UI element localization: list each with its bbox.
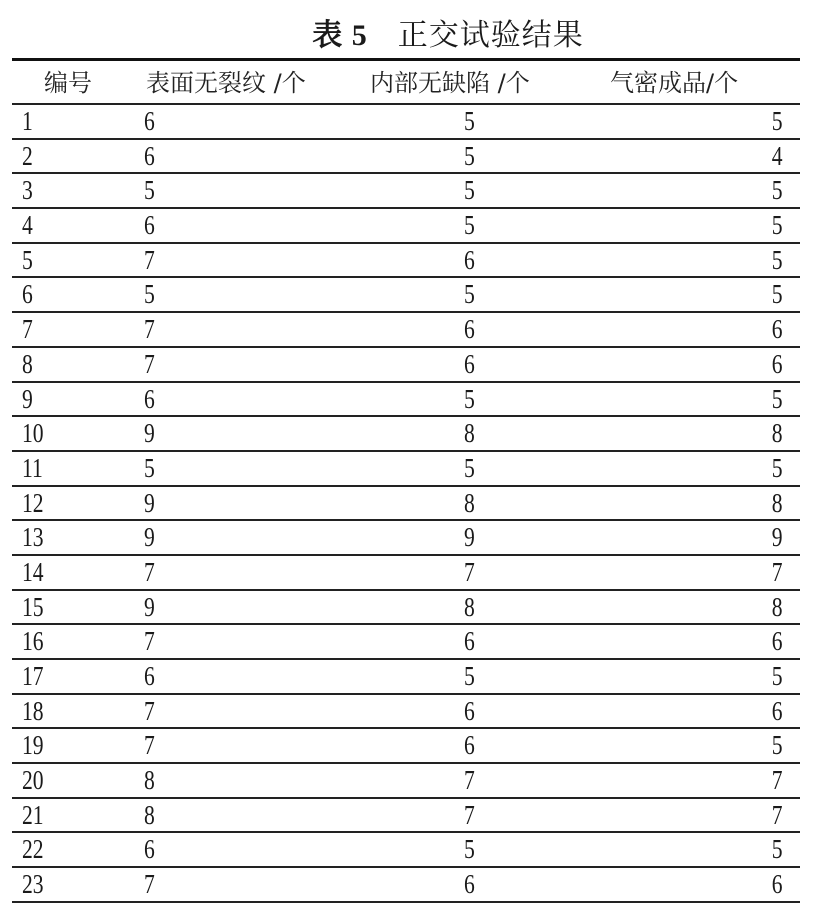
cell-surface-no-crack (144, 417, 158, 449)
table-number: 表 5 (312, 19, 368, 52)
cell-internal-no-defect (464, 417, 478, 449)
cell-surface-no-crack-value: 6 (144, 106, 155, 136)
table-title (0, 10, 816, 54)
table-header (12, 61, 800, 105)
cell-internal-no-defect-value: 5 (464, 140, 475, 171)
cell-surface-no-crack (144, 591, 158, 623)
cell-surface-no-crack-value: 6 (144, 210, 155, 241)
cell-airtight-product (769, 695, 783, 727)
cell-surface-no-crack-value: 7 (144, 730, 155, 761)
cell-airtight-product-value: 5 (771, 661, 782, 691)
results-table (12, 58, 800, 903)
cell-id-value: 6 (22, 279, 33, 310)
cell-internal-no-defect-value: 5 (464, 452, 475, 483)
cell-airtight-product (769, 487, 783, 519)
cell-airtight-product (769, 209, 783, 241)
cell-airtight-product (769, 452, 783, 484)
cell-airtight-product-value: 9 (771, 522, 782, 553)
cell-airtight-product-value: 5 (771, 452, 782, 483)
cell-internal-no-defect (464, 487, 478, 519)
cell-internal-no-defect (464, 105, 478, 137)
table-row (12, 209, 800, 244)
cell-id (22, 868, 49, 900)
cell-airtight-product-value: 6 (771, 695, 782, 726)
cell-airtight-product (769, 244, 783, 276)
cell-airtight-product (769, 417, 783, 449)
cell-id (22, 140, 36, 172)
cell-internal-no-defect (464, 591, 478, 623)
cell-surface-no-crack (144, 729, 158, 761)
cell-surface-no-crack-value: 7 (144, 348, 155, 379)
cell-id-value: 11 (22, 452, 43, 483)
cell-internal-no-defect (464, 764, 478, 796)
cell-internal-no-defect-value: 5 (464, 279, 475, 310)
cell-surface-no-crack-value: 6 (144, 661, 155, 691)
cell-airtight-product (769, 383, 783, 415)
cell-airtight-product (769, 729, 783, 761)
cell-surface-no-crack-value: 6 (144, 834, 155, 865)
cell-id (22, 383, 36, 415)
cell-id (22, 695, 49, 727)
cell-airtight-product-value: 6 (771, 314, 782, 345)
table-row (12, 174, 800, 209)
table-row (12, 452, 800, 487)
cell-surface-no-crack-value: 7 (144, 556, 155, 587)
cell-internal-no-defect-value: 7 (464, 799, 475, 830)
cell-id (22, 591, 49, 623)
cell-airtight-product-value: 7 (771, 556, 782, 587)
cell-internal-no-defect-value: 6 (464, 869, 475, 900)
header-internal-no-defect: 内部无缺陷 /个 (370, 69, 530, 97)
cell-surface-no-crack (144, 140, 158, 172)
cell-surface-no-crack-value: 7 (144, 626, 155, 657)
cell-surface-no-crack (144, 487, 158, 519)
cell-airtight-product-value: 5 (771, 175, 782, 206)
cell-airtight-product-value: 6 (771, 348, 782, 379)
cell-internal-no-defect-value: 6 (464, 695, 475, 726)
table-row (12, 591, 800, 626)
cell-id-value: 4 (22, 210, 33, 241)
cell-internal-no-defect-value: 9 (464, 522, 475, 553)
cell-surface-no-crack-value: 6 (144, 140, 155, 171)
cell-surface-no-crack-value: 7 (144, 695, 155, 726)
table-row (12, 660, 800, 695)
cell-internal-no-defect-value: 5 (464, 383, 475, 414)
cell-surface-no-crack (144, 244, 158, 276)
table-row (12, 799, 800, 834)
cell-surface-no-crack (144, 660, 158, 692)
cell-internal-no-defect-value: 5 (464, 834, 475, 865)
cell-airtight-product (769, 833, 783, 865)
cell-id (22, 556, 49, 588)
cell-id-value: 16 (22, 626, 44, 657)
header-surface-no-crack: 表面无裂纹 /个 (146, 69, 306, 97)
cell-airtight-product (769, 348, 783, 380)
cell-surface-no-crack-value: 7 (144, 314, 155, 345)
cell-airtight-product-value: 7 (771, 799, 782, 830)
table-row (12, 729, 800, 764)
cell-internal-no-defect (464, 625, 478, 657)
cell-airtight-product-value: 5 (771, 279, 782, 310)
cell-id (22, 174, 36, 206)
cell-id (22, 799, 49, 831)
cell-surface-no-crack (144, 278, 158, 310)
cell-surface-no-crack (144, 105, 158, 137)
table-row (12, 278, 800, 313)
cell-id-value: 8 (22, 348, 33, 379)
cell-surface-no-crack (144, 174, 158, 206)
cell-internal-no-defect-value: 5 (464, 661, 475, 691)
cell-airtight-product (769, 174, 783, 206)
cell-internal-no-defect (464, 799, 478, 831)
cell-airtight-product (769, 140, 783, 172)
cell-id (22, 278, 36, 310)
cell-surface-no-crack-value: 6 (144, 383, 155, 414)
cell-id-value: 1 (22, 106, 33, 136)
cell-internal-no-defect-value: 8 (464, 418, 475, 449)
cell-internal-no-defect (464, 556, 478, 588)
header-airtight-product: 气密成品/个 (610, 69, 739, 97)
table-row (12, 695, 800, 730)
cell-airtight-product-value: 6 (771, 626, 782, 657)
cell-airtight-product (769, 868, 783, 900)
cell-internal-no-defect (464, 383, 478, 415)
cell-id-value: 22 (22, 834, 44, 865)
cell-id (22, 729, 49, 761)
cell-id-value: 7 (22, 314, 33, 345)
cell-airtight-product (769, 591, 783, 623)
cell-airtight-product (769, 521, 783, 553)
cell-id-value: 14 (22, 556, 44, 587)
cell-airtight-product-value: 5 (771, 834, 782, 865)
cell-internal-no-defect (464, 833, 478, 865)
table-row (12, 348, 800, 383)
cell-airtight-product (769, 799, 783, 831)
cell-internal-no-defect (464, 660, 478, 692)
cell-airtight-product (769, 556, 783, 588)
table-row (12, 625, 800, 660)
cell-id (22, 660, 49, 692)
cell-internal-no-defect (464, 452, 478, 484)
cell-surface-no-crack (144, 868, 158, 900)
table-body (12, 105, 800, 903)
cell-surface-no-crack (144, 799, 158, 831)
cell-surface-no-crack-value: 9 (144, 418, 155, 449)
cell-internal-no-defect (464, 348, 478, 380)
cell-airtight-product (769, 764, 783, 796)
cell-airtight-product-value: 5 (771, 730, 782, 761)
cell-id (22, 209, 36, 241)
table-row (12, 140, 800, 175)
cell-internal-no-defect (464, 695, 478, 727)
cell-surface-no-crack (144, 313, 158, 345)
cell-internal-no-defect (464, 209, 478, 241)
cell-id-value: 17 (22, 661, 44, 691)
cell-internal-no-defect-value: 5 (464, 210, 475, 241)
cell-surface-no-crack-value: 8 (144, 799, 155, 830)
cell-surface-no-crack-value: 9 (144, 522, 155, 553)
cell-internal-no-defect-value: 6 (464, 244, 475, 275)
cell-internal-no-defect-value: 6 (464, 348, 475, 379)
cell-surface-no-crack (144, 556, 158, 588)
cell-id-value: 15 (22, 591, 44, 622)
cell-id-value: 13 (22, 522, 44, 553)
table-caption: 正交试验结果 (397, 19, 584, 52)
cell-airtight-product (769, 625, 783, 657)
cell-id-value: 12 (22, 487, 44, 518)
cell-airtight-product-value: 5 (771, 244, 782, 275)
table-row (12, 764, 800, 799)
cell-internal-no-defect-value: 6 (464, 626, 475, 657)
cell-airtight-product-value: 8 (771, 487, 782, 518)
cell-id-value: 18 (22, 695, 44, 726)
cell-surface-no-crack (144, 833, 158, 865)
cell-internal-no-defect (464, 174, 478, 206)
cell-surface-no-crack-value: 5 (144, 279, 155, 310)
header-id: 编号 (44, 69, 92, 97)
cell-surface-no-crack-value: 7 (144, 244, 155, 275)
cell-id (22, 487, 49, 519)
cell-internal-no-defect-value: 5 (464, 106, 475, 136)
table-row (12, 244, 800, 279)
cell-airtight-product (769, 278, 783, 310)
cell-surface-no-crack-value: 5 (144, 175, 155, 206)
table-row (12, 313, 800, 348)
cell-internal-no-defect-value: 8 (464, 487, 475, 518)
cell-surface-no-crack (144, 625, 158, 657)
cell-surface-no-crack-value: 7 (144, 869, 155, 900)
cell-internal-no-defect-value: 7 (464, 556, 475, 587)
cell-internal-no-defect (464, 521, 478, 553)
cell-airtight-product-value: 8 (771, 418, 782, 449)
cell-id (22, 521, 49, 553)
cell-id-value: 19 (22, 730, 44, 761)
cell-id (22, 313, 36, 345)
table-row (12, 868, 800, 903)
cell-airtight-product-value: 5 (771, 210, 782, 241)
cell-id (22, 348, 36, 380)
cell-id (22, 417, 49, 449)
cell-id-value: 21 (22, 799, 44, 830)
cell-surface-no-crack-value: 5 (144, 452, 155, 483)
cell-surface-no-crack-value: 9 (144, 487, 155, 518)
cell-id (22, 764, 49, 796)
cell-internal-no-defect-value: 5 (464, 175, 475, 206)
cell-internal-no-defect-value: 6 (464, 314, 475, 345)
cell-airtight-product-value: 5 (771, 106, 782, 136)
cell-id (22, 625, 49, 657)
cell-airtight-product (769, 660, 783, 692)
cell-id-value: 5 (22, 244, 33, 275)
cell-surface-no-crack-value: 8 (144, 765, 155, 796)
cell-surface-no-crack (144, 348, 158, 380)
table-row (12, 556, 800, 591)
cell-surface-no-crack (144, 452, 158, 484)
cell-id-value: 10 (22, 418, 44, 449)
cell-internal-no-defect (464, 729, 478, 761)
cell-internal-no-defect-value: 7 (464, 765, 475, 796)
cell-id-value: 2 (22, 140, 33, 171)
cell-surface-no-crack (144, 764, 158, 796)
cell-airtight-product-value: 5 (771, 383, 782, 414)
cell-internal-no-defect (464, 140, 478, 172)
cell-id-value: 20 (22, 765, 44, 796)
cell-internal-no-defect-value: 6 (464, 730, 475, 761)
cell-id (22, 833, 49, 865)
table-row (12, 383, 800, 418)
cell-id (22, 452, 48, 484)
table-row (12, 487, 800, 522)
cell-airtight-product-value: 7 (771, 765, 782, 796)
table-row (12, 105, 800, 140)
cell-internal-no-defect (464, 313, 478, 345)
table-row (12, 417, 800, 452)
cell-internal-no-defect (464, 278, 478, 310)
cell-id (22, 244, 36, 276)
cell-id-value: 3 (22, 175, 33, 206)
table-row (12, 521, 800, 556)
cell-airtight-product-value: 4 (771, 140, 782, 171)
cell-surface-no-crack (144, 695, 158, 727)
cell-airtight-product (769, 313, 783, 345)
cell-id-value: 9 (22, 383, 33, 414)
cell-airtight-product-value: 6 (771, 869, 782, 900)
cell-internal-no-defect (464, 244, 478, 276)
cell-surface-no-crack (144, 383, 158, 415)
cell-surface-no-crack-value: 9 (144, 591, 155, 622)
cell-id-value: 23 (22, 869, 44, 900)
cell-internal-no-defect (464, 868, 478, 900)
cell-internal-no-defect-value: 8 (464, 591, 475, 622)
table-row (12, 833, 800, 868)
cell-airtight-product-value: 8 (771, 591, 782, 622)
cell-surface-no-crack (144, 209, 158, 241)
cell-airtight-product (769, 105, 783, 137)
cell-surface-no-crack (144, 521, 158, 553)
cell-id (22, 105, 36, 137)
